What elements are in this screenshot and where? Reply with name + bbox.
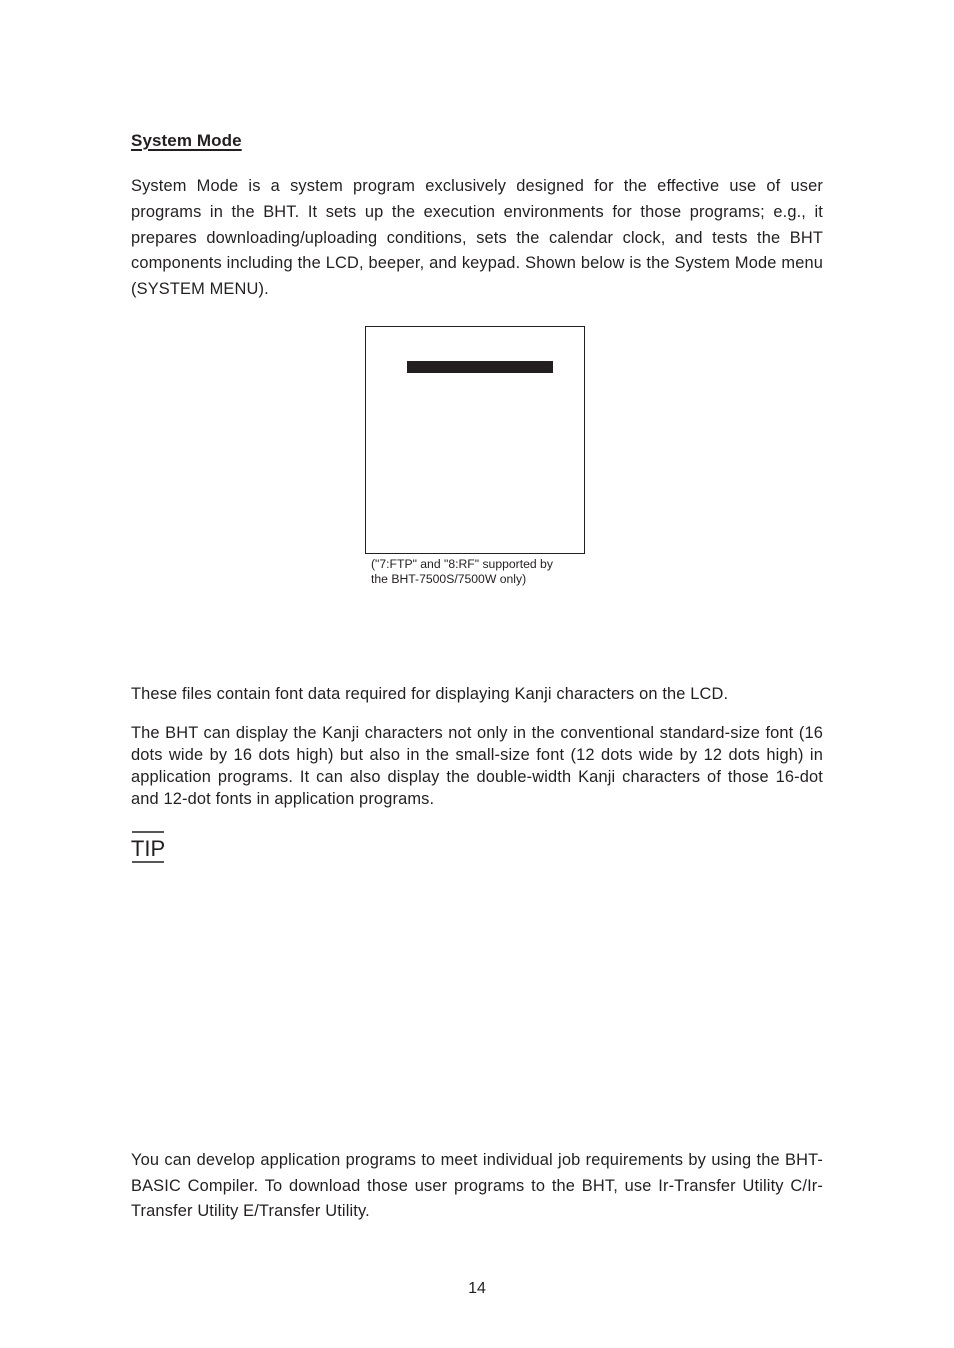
figure-caption-line-1: ("7:FTP" and "8:RF" supported by [371,557,553,571]
figure-caption [371,557,591,587]
user-programs-paragraph: You can develop application programs to meet individual job requirements by using the BHT-BASIC Compiler. To download those user programs to the BHT, use Ir-Transfer Utility C/Ir-Transfer Utility E/Transfer Utility. [131,1151,823,1220]
section-heading: System Mode [131,131,242,150]
system-mode-intro-paragraph: System Mode is a system program exclusively designed for the effective use of user programs in the BHT. It sets up the execution environments for those programs; e.g., it prepares downloading/uploading conditions, sets the calendar clock, and tests the BHT components including the LCD, beeper, and keypad. Shown below is the System Mode menu (SYSTEM MENU). [131,177,823,299]
tip-icon [131,830,165,864]
kanji-font-paragraph-2: The BHT can display the Kanji characters not only in the conventional standard-size font (16 dots wide by 16 dots high) but also in the small-size font (12 dots wide by 12 dots high) in application programs. It can also display the double-width Kanji characters of those 16-dot and 12-dot fonts in application programs. [131,724,823,808]
tip-label: TIP [131,836,165,861]
lcd-title-bar [407,361,553,373]
page-number: 14 [468,1280,486,1297]
figure-caption-line-2: the BHT-7500S/7500W only) [371,572,527,586]
system-menu-lcd-figure [365,326,585,554]
tip-icon-graphic [131,830,165,864]
kanji-font-paragraph-1: These files contain font data required for displaying Kanji characters on the LCD. [131,685,729,703]
